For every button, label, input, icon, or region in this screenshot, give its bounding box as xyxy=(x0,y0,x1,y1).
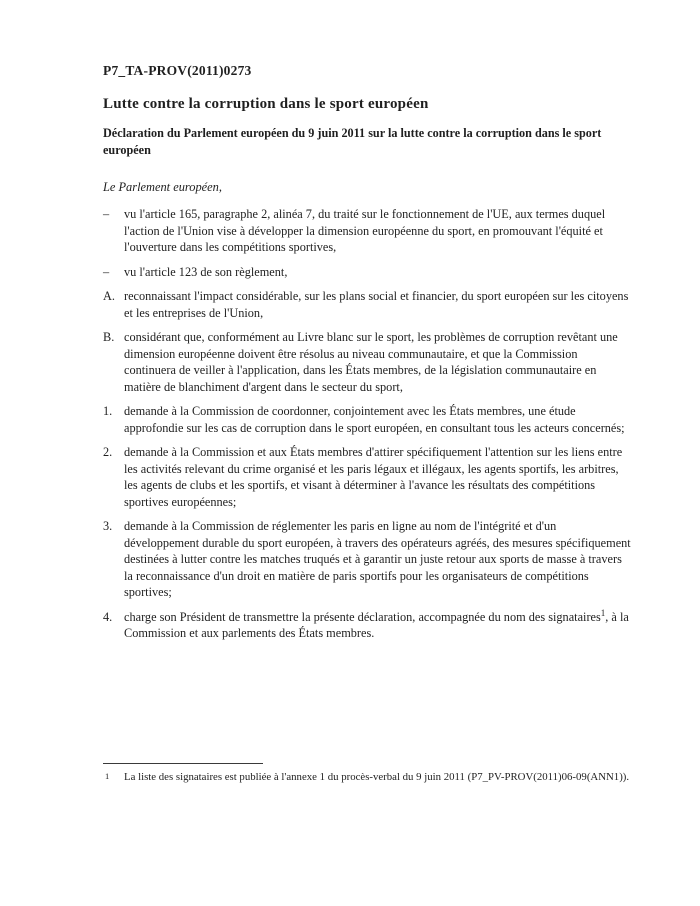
item-marker: 4. xyxy=(103,609,113,624)
item-marker: 3. xyxy=(103,519,113,533)
item-text: vu l'article 165, paragraphe 2, alinéa 7, du traité sur le fonctionnement de l'UE, aux termes duquel l'action de l'Union vise à développer la dimension européenne du sport, en promouvant l'équité et l'ouverture dans les compétitions sportives, xyxy=(124,207,606,254)
item-text: charge son Président de transmettre la présente déclaration, accompagnée du nom des signataires xyxy=(124,609,601,624)
item-text: demande à la Commission de réglementer les paris en ligne au nom de l'intégrité et d'un développement durable du sport européen, à travers des opérateurs agréés, des mesures spécifiquement destinées à lutter contre les matches truqués et à garantir un juste retour aux sports de masse à travers la reconnaissance d'un droit en matière de paris sportifs pour les organisateurs de compétitions sportives; xyxy=(124,519,631,599)
document-content xyxy=(103,63,631,642)
item-marker: – xyxy=(103,207,110,221)
footnote-marker: 1 xyxy=(105,771,110,781)
item-text: vu l'article 123 de son règlement, xyxy=(124,264,288,279)
recital-item-b xyxy=(103,329,631,395)
item-text: considérant que, conformément au Livre blanc sur le sport, les problèmes de corruption revêtant une dimension européenne doivent être résolus au niveau communautaire, et que la Commission continuera de veiller à l'application, dans les États membres, de la législation communautaire en matière de blanchiment d'argent dans le secteur du sport, xyxy=(124,330,618,394)
numbered-item-3 xyxy=(103,518,631,601)
footnote-reference: 1 xyxy=(600,607,606,618)
document-title: Lutte contre la corruption dans le sport européen xyxy=(103,96,429,112)
item-marker: B. xyxy=(103,330,115,344)
footnote-text: La liste des signataires est publiée à l'annexe 1 du procès-verbal du 9 juin 2011 (P7_PV-PROV(2011)06-09(ANN1)). xyxy=(124,771,630,783)
document-subtitle: Déclaration du Parlement européen du 9 juin 2011 sur la lutte contre la corruption dans le sport européen xyxy=(103,126,602,157)
item-marker: 2. xyxy=(103,445,113,459)
item-marker: A. xyxy=(103,289,115,303)
footnote xyxy=(103,769,631,786)
item-marker: 1. xyxy=(103,404,113,418)
item-text: reconnaissant l'impact considérable, sur les plans social et financier, du sport européen sur les citoyens et les entreprises de l'Union, xyxy=(124,289,629,320)
item-text: demande à la Commission et aux États membres d'attirer spécifiquement l'attention sur les liens entre les activités relevant du crime organisé et les paris légaux et illégaux, les agents sportifs, les arbitres, les agents de clubs et les sportifs, et visant à déterminer à l'avance les résultats des compétitions sportives européennes; xyxy=(124,445,623,509)
visa-item-1 xyxy=(103,206,631,256)
item-text: demande à la Commission de coordonner, conjointement avec les États membres, une étude approfondie sur les cas de corruption dans le sport européen, en consultant tous les acteurs concernés; xyxy=(124,404,625,435)
recital-item-a xyxy=(103,288,631,321)
document-reference: P7_TA-PROV(2011)0273 xyxy=(103,63,252,78)
numbered-item-1 xyxy=(103,403,631,436)
preamble-author-line: Le Parlement européen, xyxy=(103,180,222,194)
footnote-area xyxy=(103,763,631,786)
footnote-separator xyxy=(103,763,263,764)
numbered-item-4 xyxy=(103,609,631,642)
item-text: , à la Commission et aux parlements des États membres. xyxy=(124,609,629,640)
visa-item-2 xyxy=(103,264,631,281)
numbered-item-2 xyxy=(103,444,631,510)
item-marker: – xyxy=(103,264,110,279)
